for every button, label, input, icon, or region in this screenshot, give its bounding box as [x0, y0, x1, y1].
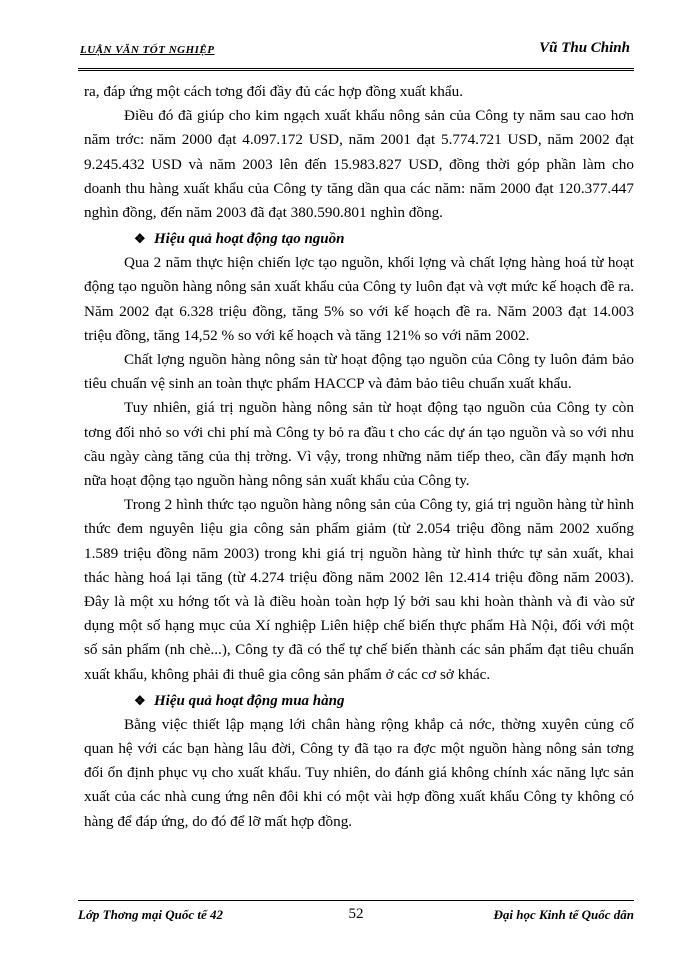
paragraph: Chất lợng nguồn hàng nông sản từ hoạt động tạo nguồn của Công ty luôn đảm bảo tiêu chuẩn vệ sinh an toàn thực phẩm HACCP và đảm bảo tiêu chuẩn xuất khẩu. [84, 351, 634, 393]
paragraph: ra, đáp ứng một cách tơng đối đầy đủ các hợp đồng xuất khẩu. [84, 83, 463, 100]
section-heading-text: Hiệu quả hoạt động tạo nguồn [154, 231, 345, 248]
page-footer [78, 900, 634, 931]
page-body [84, 80, 634, 834]
paragraph: Trong 2 hình thức tạo nguồn hàng nông sản của Công ty, giá trị nguồn hàng từ hình thức đem nguyên liệu gia công sản phẩm giảm (từ 2.054 triệu đồng năm 2002 xuống 1.589 triệu đồng năm 2003) trong khi giá trị nguồn hàng từ hình thức tự sản xuất, khai thác hàng hoá lại tăng (từ 4.274 triệu đồng năm 2002 lên 12.414 triệu đồng năm 2003). Đây là một xu hớng tốt và là điều hoàn toàn hợp lý bởi sau khi hoàn thành và đi vào sử dụng một số hạng mục của Xí nghiệp Liên hiệp chế biến thực phẩm Hà Nội, đối với một số sản phẩm (nh chè...), Công ty đã có thể tự chế biến thành các sản phẩm đạt tiêu chuẩn xuất khẩu, không phải đi thuê gia công sản phẩm ở các cơ sở khác. [84, 496, 634, 683]
author-name: Vũ Thu Chinh [539, 40, 630, 56]
section-heading-text: Hiệu quả hoạt động mua hàng [154, 692, 345, 709]
diamond-bullet-icon: ❖ [134, 231, 146, 247]
paragraph: Tuy nhiên, giá trị nguồn hàng nông sản từ hoạt động tạo nguồn của Công ty còn tơng đối nhỏ so với chi phí mà Công ty bỏ ra đầu t cho các dự án tạo nguồn và so với nhu cầu ngày càng tăng của thị trờng. Vì vậy, trong những năm tiếp theo, cần đẩy mạnh hơn nữa hoạt động tạo nguồn hàng nông sản xuất khẩu của Công ty. [84, 399, 634, 490]
thesis-title-header: LUẬN VĂN TỐT NGHIỆP [80, 44, 215, 56]
paragraph: Qua 2 năm thực hiện chiến lợc tạo nguồn, khối lợng và chất lợng hàng hoá từ hoạt động tạo nguồn hàng nông sản xuất khẩu của Công ty luôn đạt và vợt mức kế hoạch đề ra. Năm 2002 đạt 6.328 triệu đồng, tăng 5% so với kế hoạch đề ra. Năm 2003 đạt 14.003 triệu đồng, tăng 14,52 % so với kế hoạch và tăng 121% so với năm 2002. [84, 254, 634, 344]
page-number: 52 [348, 906, 364, 922]
paragraph: Bằng việc thiết lập mạng lới chân hàng rộng khắp cả nớc, thờng xuyên củng cố quan hệ với các bạn hàng lâu đời, Công ty đã tạo ra đợc một nguồn hàng nông sản tơng đối ổn định phục vụ cho xuất khẩu. Tuy nhiên, do đánh giá không chính xác năng lực sản xuất của các nhà cung ứng nên đôi khi có một vài hợp đồng xuất khẩu Công ty không có hàng để đáp ứng, do đó để lỡ mất hợp đồng. [84, 715, 634, 830]
section-heading [84, 690, 634, 712]
page-header [78, 38, 634, 71]
class-name: Lớp Thơng mại Quốc tế 42 [78, 907, 224, 922]
university-name: Đại học Kinh tế Quốc dân [493, 907, 634, 922]
paragraph: Điều đó đã giúp cho kim ngạch xuất khẩu nông sản của Công ty năm sau cao hơn năm trớc: năm 2000 đạt 4.097.172 USD, năm 2001 đạt 5.774.721 USD, năm 2002 đạt 9.245.432 USD và năm 2003 lên đến 15.983.827 USD, đồng thời góp phần làm cho doanh thu hàng xuất khẩu của Công ty tăng dần qua các năm: năm 2000 đạt 120.377.447 nghìn đồng, đến năm 2003 đã đạt 380.590.801 nghìn đồng. [84, 107, 634, 222]
section-heading [84, 228, 634, 250]
diamond-bullet-icon: ❖ [134, 692, 146, 708]
